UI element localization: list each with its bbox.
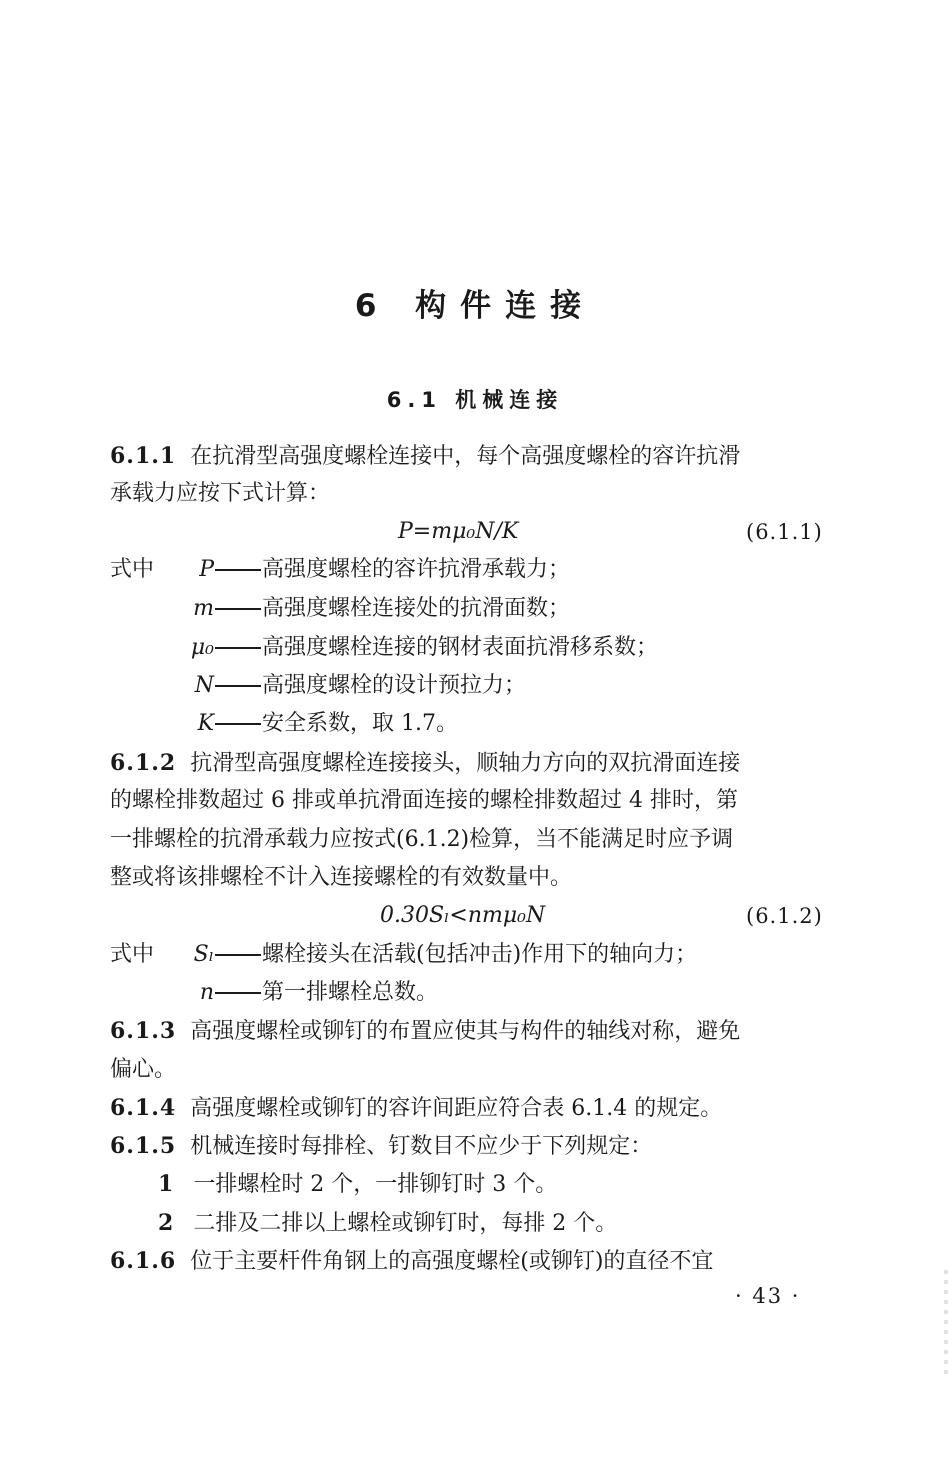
- clause-text: 抗滑型高强度螺栓连接接头，顺轴力方向的双抗滑面连接: [190, 751, 741, 776]
- clause-text: 高强度螺栓或铆钉的布置应使其与构件的轴线对称，避免: [190, 1019, 741, 1044]
- definition-row-m: [186, 591, 570, 627]
- symbol: N: [194, 673, 214, 698]
- clause-text: 机械连接时每排栓、钉数目不应少于下列规定：: [190, 1134, 653, 1159]
- definition-row-mu0: [186, 630, 658, 666]
- clause-text: 高强度螺栓或铆钉的容许间距应符合表 6.1.4 的规定。: [190, 1096, 723, 1121]
- item-number: 2: [158, 1210, 174, 1236]
- page-number: · 43 ·: [735, 1284, 801, 1308]
- definition-row-sl: [110, 937, 697, 973]
- clause-6-1-3-line-1: [110, 1013, 740, 1049]
- item-text: 二排及二排以上螺栓或铆钉时，每排 2 个。: [193, 1211, 618, 1236]
- list-item-2: [158, 1205, 617, 1241]
- item-number: 1: [158, 1171, 174, 1197]
- clause-6-1-5-line-1: [110, 1128, 652, 1164]
- list-item-1: [158, 1166, 557, 1202]
- equation-number-6-1-2: (6.1.2): [746, 904, 823, 928]
- equation-number-6-1-1: (6.1.1): [746, 520, 823, 544]
- symbol: n: [199, 980, 214, 1005]
- definition-row-n-count: [186, 975, 438, 1011]
- where-label: 式中: [110, 557, 155, 582]
- clause-6-1-2-line-1: [110, 745, 740, 781]
- clause-number: 6.1.4: [110, 1095, 177, 1121]
- clause-number: 6.1.2: [110, 750, 177, 776]
- symbol: Sₗ: [193, 942, 214, 967]
- em-dash: [215, 685, 261, 687]
- clause-6-1-1-line-2: 承载力应按下式计算：: [110, 481, 331, 506]
- clause-text: 位于主要杆件角钢上的高强度螺栓(或铆钉)的直径不宜: [190, 1249, 714, 1274]
- definition-text: 安全系数，取 1.7。: [262, 711, 458, 736]
- symbol: μ₀: [190, 635, 214, 660]
- clause-6-1-2-line-3: 一排螺栓的抗滑承载力应按式(6.1.2)检算，当不能满足时应予调: [110, 827, 734, 852]
- definition-text: 高强度螺栓连接的钢材表面抗滑移系数；: [262, 635, 659, 660]
- em-dash: [215, 647, 261, 649]
- definition-row-k: [186, 706, 458, 742]
- em-dash: [215, 992, 261, 994]
- where-label: 式中: [110, 942, 155, 967]
- definition-row-p: [110, 552, 570, 588]
- clause-6-1-2-line-4: 整或将该排螺栓不计入连接螺栓的有效数量中。: [110, 865, 573, 890]
- definition-text: 第一排螺栓总数。: [262, 980, 439, 1005]
- clause-6-1-6-line-1: [110, 1243, 713, 1279]
- clause-number: 6.1.3: [110, 1018, 177, 1044]
- clause-6-1-3-line-2: 偏心。: [110, 1057, 177, 1082]
- em-dash: [215, 608, 261, 610]
- definition-text: 螺栓接头在活载(包括冲击)作用下的轴向力；: [262, 942, 698, 967]
- chapter-title: 6 构件连接: [354, 288, 596, 324]
- clause-text: 在抗滑型高强度螺栓连接中，每个高强度螺栓的容许抗滑: [190, 444, 741, 469]
- symbol: P: [199, 557, 214, 582]
- definition-text: 高强度螺栓连接处的抗滑面数；: [262, 596, 571, 621]
- formula-6-1-1: P=mμ₀N/K: [398, 519, 519, 544]
- em-dash: [215, 723, 261, 725]
- definition-text: 高强度螺栓的容许抗滑承载力；: [262, 557, 571, 582]
- symbol: K: [197, 711, 214, 736]
- clause-number: 6.1.6: [110, 1248, 177, 1274]
- symbol: m: [193, 596, 214, 621]
- definition-row-n: [186, 668, 526, 704]
- clause-number: 6.1.5: [110, 1133, 177, 1159]
- definition-text: 高强度螺栓的设计预拉力；: [262, 673, 527, 698]
- section-title: 6.1 机械连接: [386, 388, 564, 412]
- clause-6-1-2-line-2: 的螺栓排数超过 6 排或单抗滑面连接的螺栓排数超过 4 排时，第: [110, 788, 738, 813]
- formula-6-1-2: 0.30Sₗ<nmμ₀N: [380, 903, 546, 928]
- clause-number: 6.1.1: [110, 443, 177, 469]
- scan-edge-marks: [944, 1270, 948, 1380]
- clause-6-1-4-line-1: [110, 1090, 722, 1126]
- item-text: 一排螺栓时 2 个，一排铆钉时 3 个。: [193, 1172, 558, 1197]
- clause-6-1-1-line-1: [110, 438, 740, 474]
- em-dash: [215, 954, 261, 956]
- em-dash: [215, 569, 261, 571]
